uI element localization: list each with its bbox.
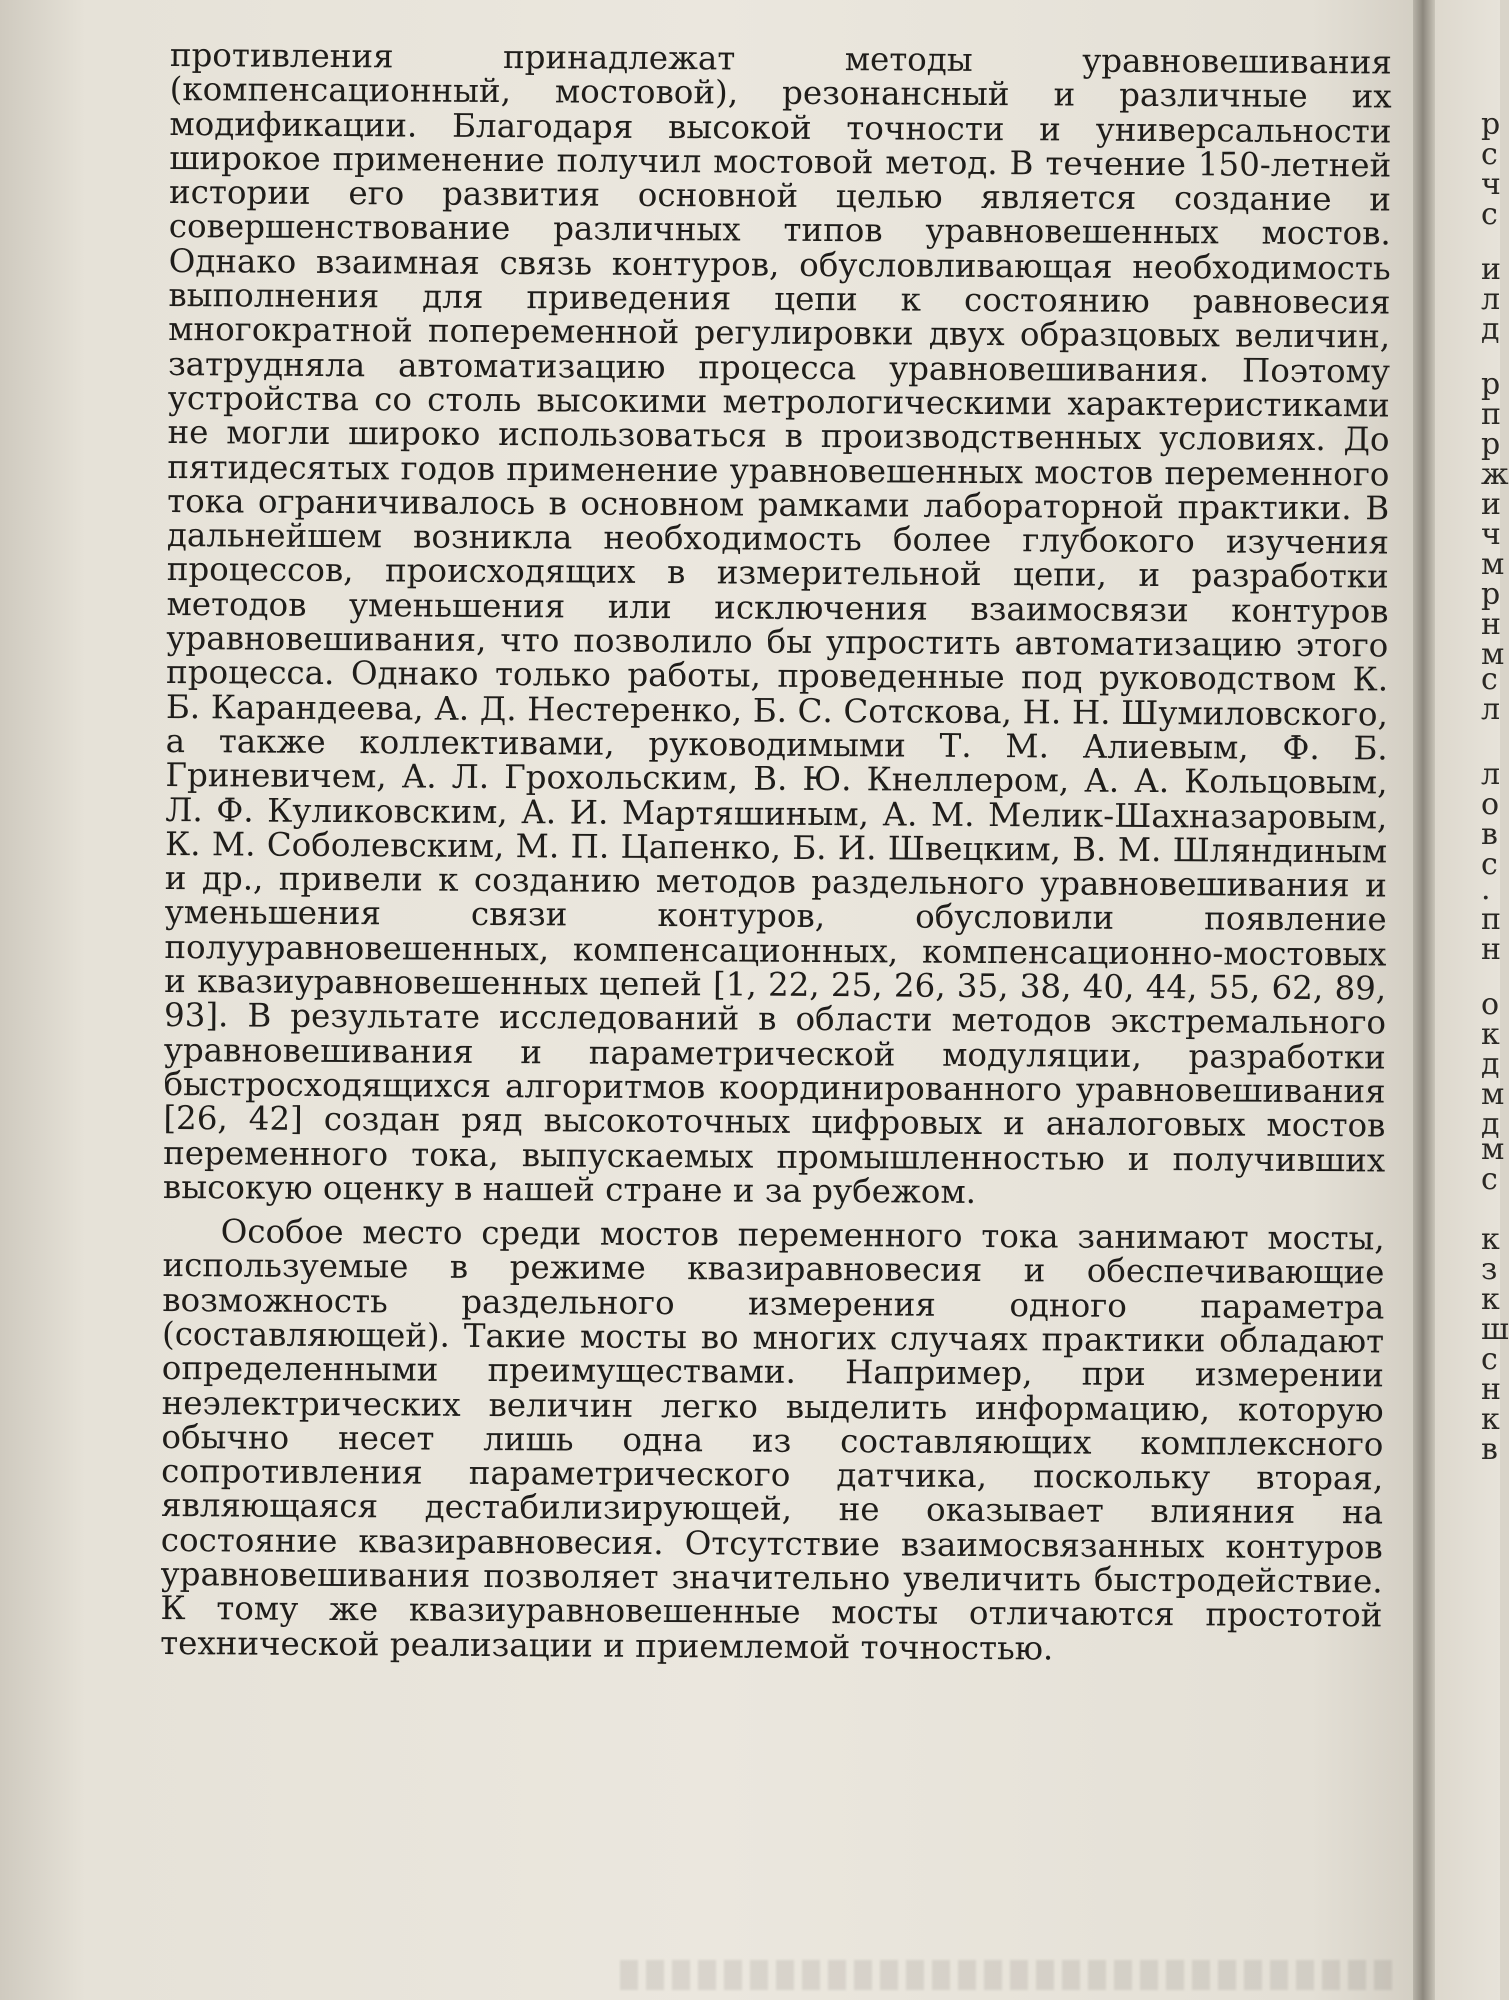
adjacent-page-letter: о	[1481, 787, 1500, 822]
page-text	[160, 38, 1392, 1667]
adjacent-page-letter: д	[1481, 312, 1500, 347]
adjacent-page-letter: м	[1481, 547, 1505, 582]
adjacent-page-letter: с	[1481, 662, 1498, 697]
adjacent-page-letter: к	[1481, 1282, 1500, 1317]
bleed-through-text	[620, 1960, 1400, 1990]
adjacent-page-letter: в	[1481, 817, 1498, 852]
adjacent-page-letter: п	[1481, 902, 1501, 937]
adjacent-page-letter: р	[1481, 367, 1501, 402]
adjacent-page-letter: п	[1481, 397, 1501, 432]
adjacent-page-letter: к	[1481, 1402, 1500, 1437]
adjacent-page-letter: ж	[1481, 457, 1509, 492]
book-spine-gutter	[1413, 0, 1435, 2000]
adjacent-page-letter: ч	[1481, 517, 1501, 552]
adjacent-page-edge	[1435, 0, 1509, 2000]
adjacent-page-letter: н	[1481, 1372, 1501, 1407]
adjacent-page-letter: л	[1481, 757, 1501, 792]
paragraph-2: Особое место среди мостов переменного тока занимают мосты, используемые в режиме квазиравновесия и обеспечивающие возможность раздельного измерения одного параметра (составляющей). Такие мосты во многих случаях практики обладают определенными преимуществами. Например, при измерении неэлектрических величин легко выделить информацию, которую обычно несет лишь одна из составляющих комплексного сопротивления параметрического датчика, поскольку вторая, являющаяся дестабилизирующей, не оказывает влияния на состояние квазиравновесия. Отсутствие взаимосвязанных контуров уравновешивания позволяет значительно увеличить быстродействие. К тому же квазиуравновешенные мосты отличаются простотой технической реализации и приемлемой точностью.	[160, 1212, 1385, 1668]
adjacent-page-letter: д	[1481, 1107, 1500, 1142]
adjacent-page-letter: р	[1481, 107, 1501, 142]
paragraph-1: противления принадлежат методы уравновешивания (компенсационный, мостовой), резонансный и различные их модификации. Благодаря высокой точности и универсальности широкое применение получил мостовой метод. В течение 150-летней истории его развития основной целью является создание и совершенствование различных типов уравновешенных мостов. Однако взаимная связь контуров, обусловливающая необходимость выполнения для приведения цепи к состоянию равновесия многократной попеременной регулировки двух образцовых величин, затрудняла автоматизацию процесса уравновешивания. Поэтому устройства со столь высокими метрологическими характеристиками не могли широко использоваться в производственных условиях. До пятидесятых годов применение уравновешенных мостов переменного тока ограничивалось в основном рамками лабораторной практики. В дальнейшем возникла необходимость более глубокого изучения процессов, происходящих в измерительной цепи, и разработки методов уменьшения или исключения взаимосвязи контуров уравновешивания, что позволило бы упростить автоматизацию этого процесса. Однако только работы, проведенные под руководством К. Б. Карандеева, А. Д. Нестеренко, Б. С. Сотскова, Н. Н. Шумиловского, а также коллективами, руководимыми Т. М. Алиевым, Ф. Б. Гриневичем, А. Л. Грохольским, В. Ю. Кнеллером, А. А. Кольцовым, Л. Ф. Куликовским, А. И. Мартяшиным, А. М. Мелик-Шахназаровым, К. М. Соболевским, М. П. Цапенко, Б. И. Швецким, В. М. Шляндиным и др., привели к созданию методов раздельного уравновешивания и уменьшения связи контуров, обусловили появление полууравновешенных, компенсационных, компенсационно-мостовых и квазиуравновешенных цепей [1, 22, 25, 26, 35, 38, 40, 44, 55, 62, 89, 93]. В результате исследований в области методов экстремального уравновешивания и параметрической модуляции, разработки быстросходящихся алгоритмов координированного уравновешивания [26, 42] создан ряд высокоточных цифровых и аналоговых мостов переменного тока, выпускаемых промышленностью и получивших высокую оценку в нашей стране и за рубежом.	[162, 36, 1392, 1211]
adjacent-page-letter: с	[1481, 1342, 1498, 1377]
adjacent-page-letter: .	[1481, 872, 1491, 907]
adjacent-page-letter: р	[1481, 577, 1501, 612]
adjacent-page-letter: д	[1481, 1047, 1500, 1082]
adjacent-page-letter: к	[1481, 1222, 1500, 1257]
adjacent-page-letter: с	[1481, 197, 1498, 232]
adjacent-page-letter: ч	[1481, 167, 1501, 202]
adjacent-page-letter: с	[1481, 137, 1498, 172]
adjacent-page-letter: с	[1481, 1162, 1498, 1197]
adjacent-page-letter: н	[1481, 932, 1501, 967]
adjacent-page-letter: с	[1481, 847, 1498, 882]
adjacent-page-letter: р	[1481, 427, 1501, 462]
adjacent-page-letter: ш	[1481, 1312, 1509, 1347]
adjacent-page-letter: м	[1481, 637, 1505, 672]
adjacent-page-letter: и	[1481, 487, 1501, 522]
adjacent-page-letter: л	[1481, 692, 1501, 727]
adjacent-page-letter: и	[1481, 252, 1501, 287]
adjacent-page-letter: м	[1481, 1132, 1505, 1167]
adjacent-page-letter: м	[1481, 1077, 1505, 1112]
adjacent-page-letter: л	[1481, 282, 1501, 317]
adjacent-page-letter: к	[1481, 1017, 1500, 1052]
adjacent-page-letter: о	[1481, 987, 1500, 1022]
adjacent-page-letter: з	[1481, 1252, 1498, 1287]
adjacent-page-letter: н	[1481, 607, 1501, 642]
adjacent-page-letter: в	[1481, 1432, 1498, 1467]
